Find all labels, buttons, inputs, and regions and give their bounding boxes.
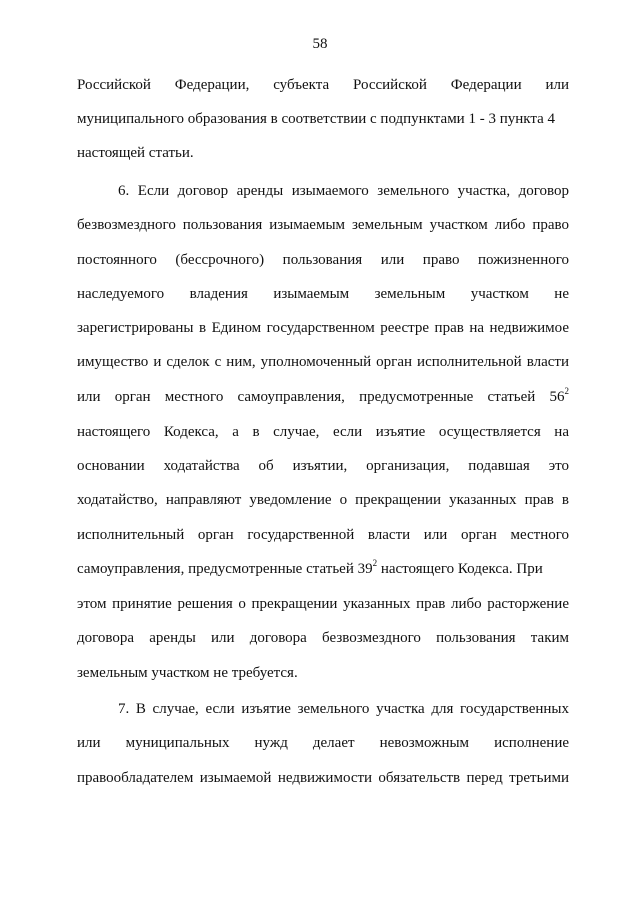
text-line: постоянного (бессрочного) пользования или право пожизненного bbox=[77, 252, 569, 268]
text-line: правообладателем изымаемой недвижимости обязательств перед третьими bbox=[77, 770, 569, 786]
paragraph-7-first-line: 7. В случае, если изъятие земельного участка для государственных bbox=[118, 701, 569, 717]
text-segment: настоящего Кодекса. При bbox=[377, 561, 543, 577]
text-line: имущество и сделок с ним, уполномоченный орган исполнительной власти bbox=[77, 354, 569, 370]
text-line: настоящей статьи. bbox=[77, 145, 194, 161]
text-line: исполнительный орган государственной власти или орган местного bbox=[77, 527, 569, 543]
text-line-with-superscript bbox=[77, 388, 569, 406]
text-line: Российской Федерации, субъекта Российской Федерации или bbox=[77, 77, 569, 93]
paragraph-6-first-line: 6. Если договор аренды изымаемого земельного участка, договор bbox=[118, 183, 569, 199]
text-line: договора аренды или договора безвозмездного пользования таким bbox=[77, 630, 569, 646]
text-line: основании ходатайства об изъятии, организация, подавшая это bbox=[77, 458, 569, 474]
text-line-with-superscript bbox=[77, 560, 569, 578]
text-line: зарегистрированы в Едином государственном реестре прав на недвижимое bbox=[77, 320, 569, 336]
text-line: муниципального образования в соответствии с подпунктами 1 - 3 пункта 4 bbox=[77, 111, 555, 127]
text-line: земельным участком не требуется. bbox=[77, 665, 298, 681]
superscript: 2 bbox=[372, 558, 378, 568]
text-line: или муниципальных нужд делает невозможным исполнение bbox=[77, 735, 569, 751]
text-line: ходатайство, направляют уведомление о прекращении указанных прав в bbox=[77, 492, 569, 508]
text-line: этом принятие решения о прекращении указанных прав либо расторжение bbox=[77, 596, 569, 612]
superscript: 2 bbox=[564, 386, 569, 396]
text-segment: самоуправления, предусмотренные статьей 39 bbox=[77, 561, 373, 577]
text-line: безвозмездного пользования изымаемым земельным участком либо право bbox=[77, 217, 569, 233]
page-number: 58 bbox=[312, 36, 328, 52]
text-line: настоящего Кодекса, а в случае, если изъятие осуществляется на bbox=[77, 424, 569, 440]
text-segment: или орган местного самоуправления, предусмотренные статьей 56 bbox=[77, 389, 565, 405]
text-line: наследуемого владения изымаемым земельным участком не bbox=[77, 286, 569, 302]
